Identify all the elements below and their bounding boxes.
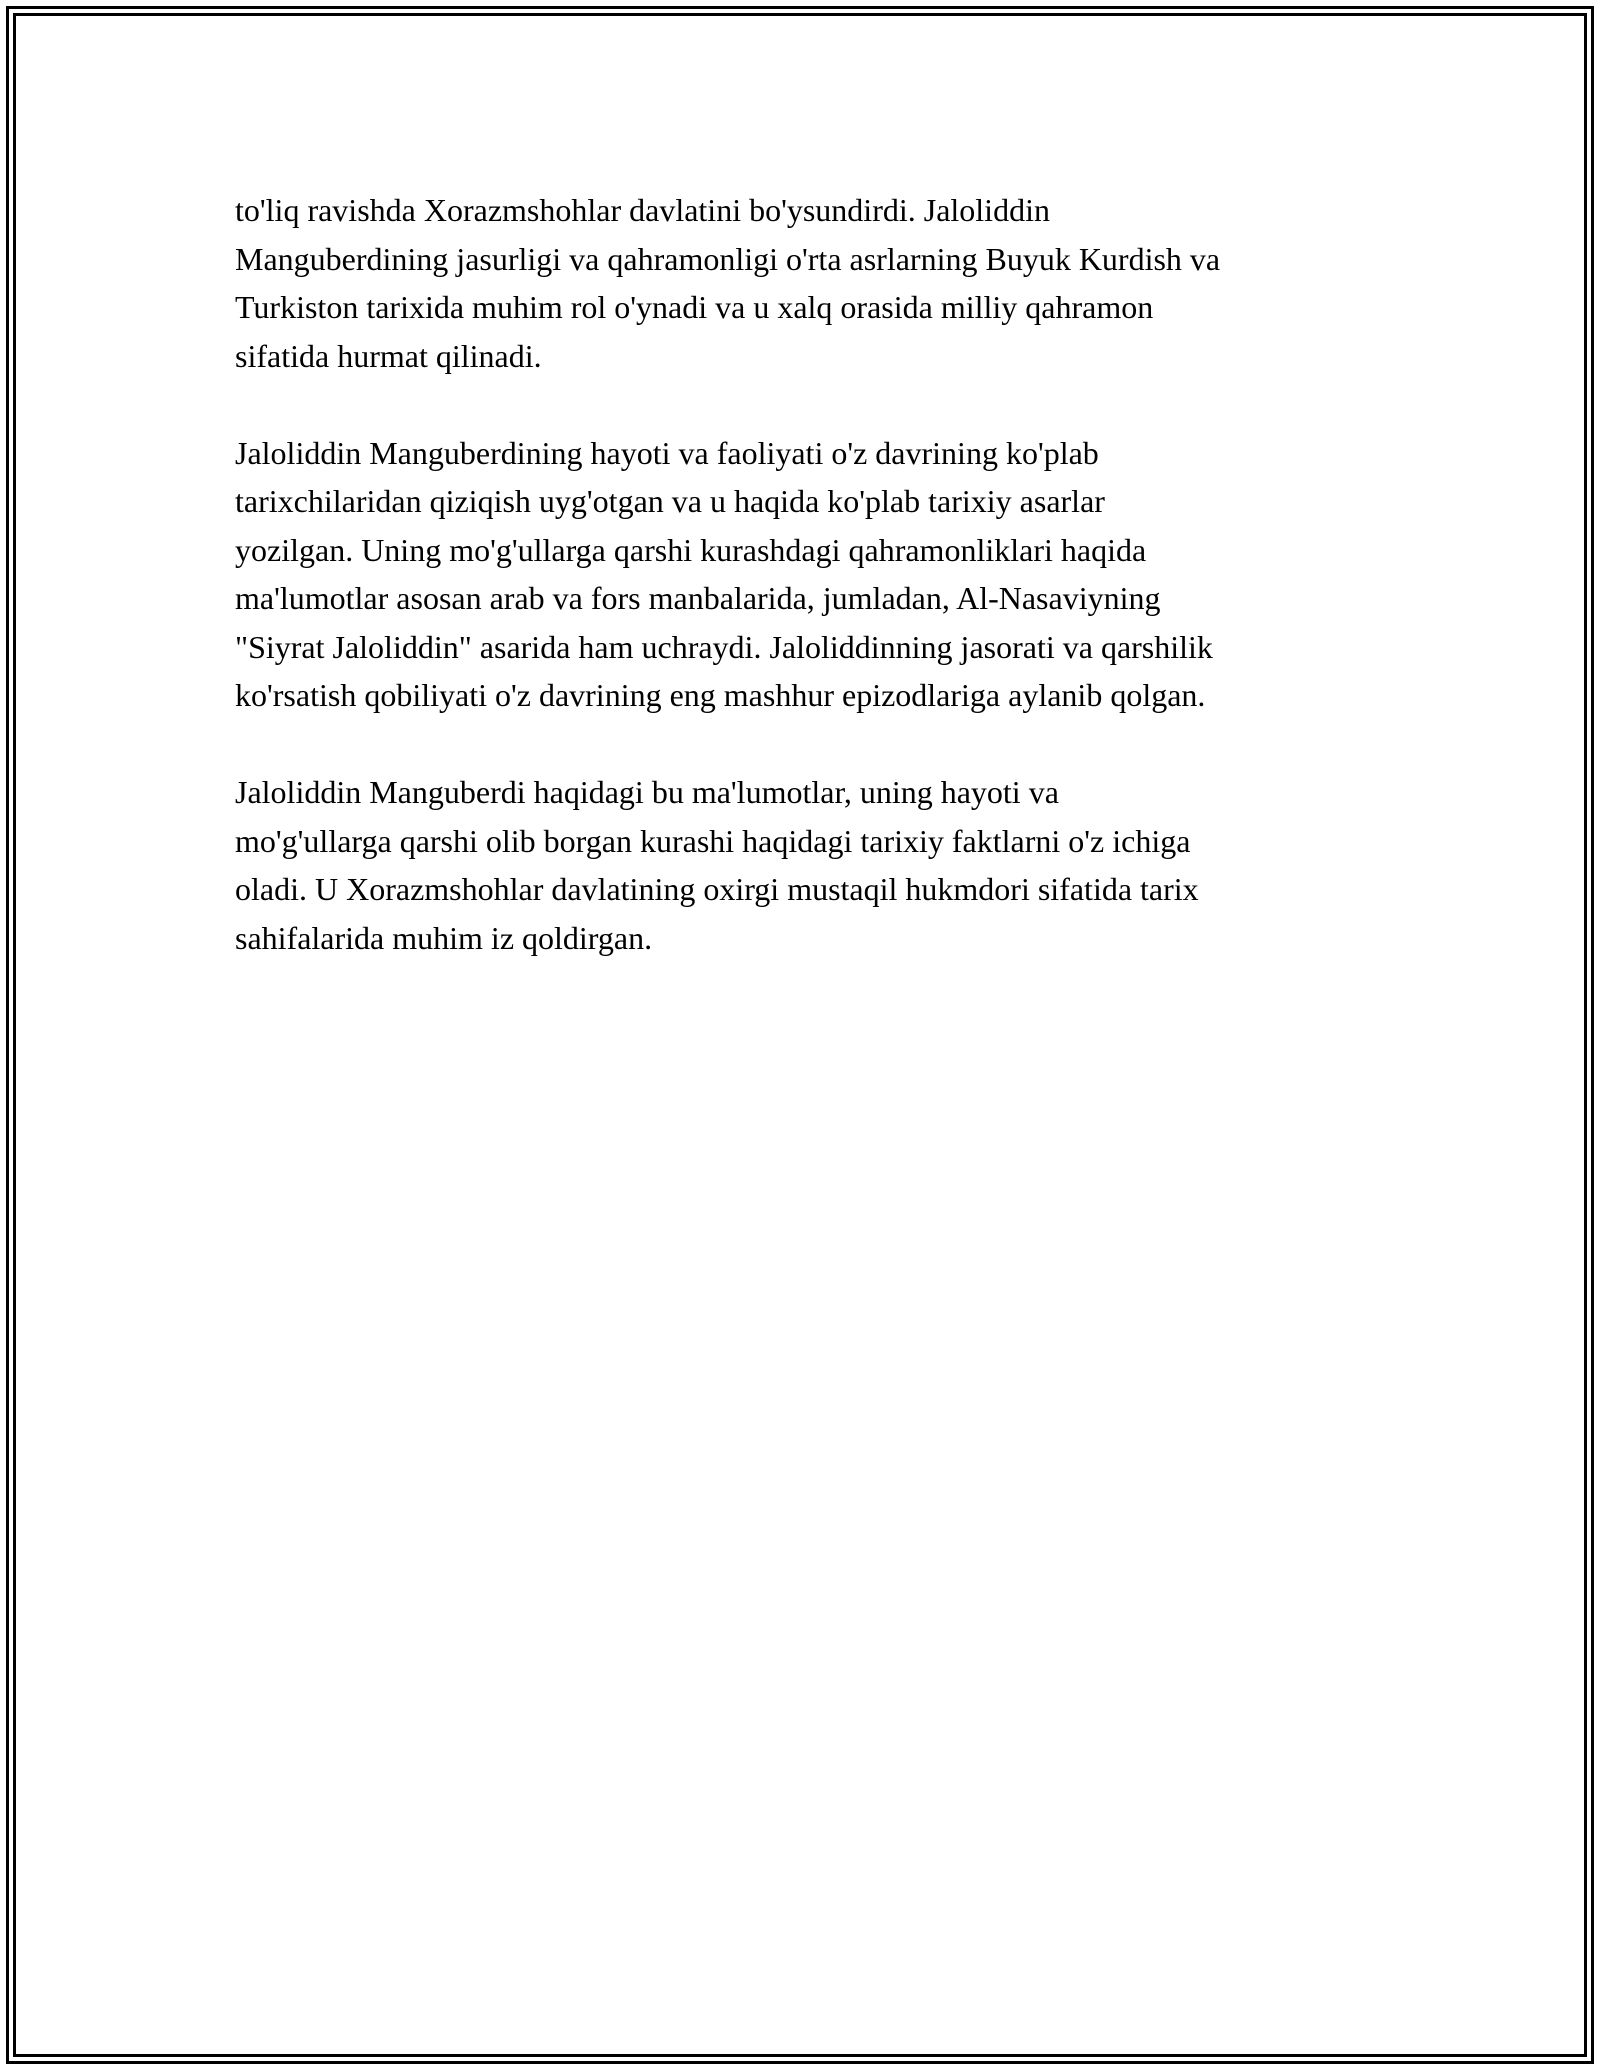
text-line: Jaloliddin Manguberdi haqidagi bu ma'lumotlar, uning hayoti va <box>235 774 1059 810</box>
text-line: sifatida hurmat qilinadi. <box>235 337 542 374</box>
text-line: sahifalarida muhim iz qoldirgan. <box>235 919 653 956</box>
text-line: tarixchilaridan qiziqish uyg'otgan va u haqida ko'plab tarixiy asarlar <box>235 483 1105 519</box>
text-line: oladi. U Xorazmshohlar davlatining oxirgi mustaqil hukmdori sifatida tarix <box>235 871 1199 907</box>
text-line: Manguberdining jasurligi va qahramonligi o'rta asrlarning Buyuk Kurdish va <box>235 240 1221 277</box>
text-line: "Siyrat Jaloliddin" asarida ham uchraydi. Jaloliddinning jasorati va qarshilik <box>235 628 1213 665</box>
text-line: to'liq ravishda Xorazmshohlar davlatini bo'ysundirdi. Jaloliddin <box>235 192 1050 228</box>
document-body <box>235 186 1375 962</box>
text-line: ko'rsatish qobiliyati o'z davrining eng mashhur epizodlariga aylanib qolgan. <box>235 677 1206 713</box>
paragraph-1 <box>235 186 1375 380</box>
text-line: ma'lumotlar asosan arab va fors manbalarida, jumladan, Al-Nasaviyning <box>235 580 1161 616</box>
paragraph-2 <box>235 429 1375 720</box>
text-line: Jaloliddin Manguberdining hayoti va faoliyati o'z davrining ko'plab <box>235 434 1099 471</box>
text-line: yozilgan. Uning mo'g'ullarga qarshi kurashdagi qahramonliklari haqida <box>235 531 1147 568</box>
text-line: Turkiston tarixida muhim rol o'ynadi va u xalq orasida milliy qahramon <box>235 289 1154 325</box>
text-line: mo'g'ullarga qarshi olib borgan kurashi haqidagi tarixiy faktlarni o'z ichiga <box>235 822 1191 859</box>
paragraph-3 <box>235 768 1375 962</box>
